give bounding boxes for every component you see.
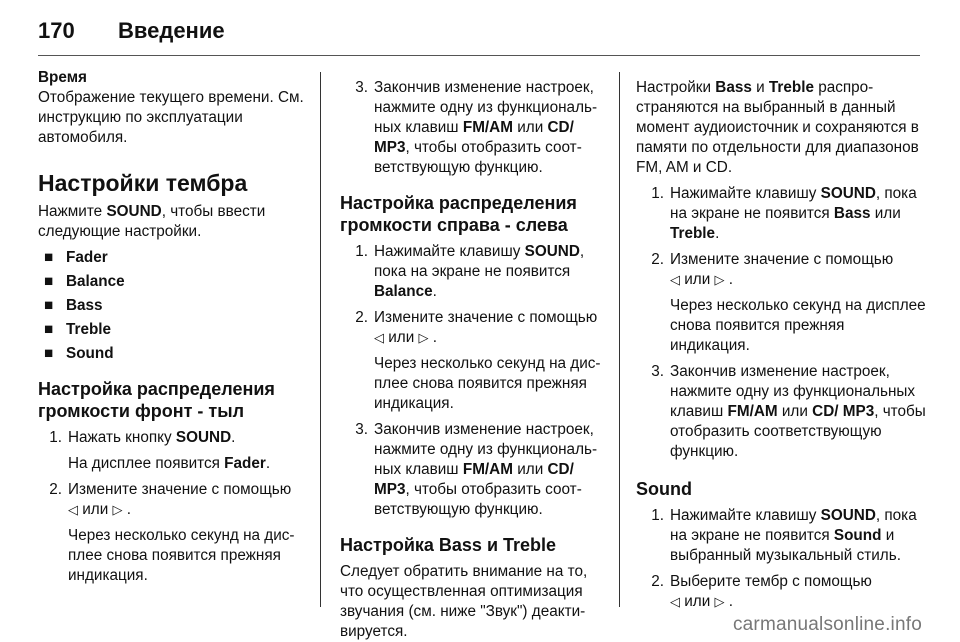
triangle-right-icon: ▷ (714, 594, 725, 609)
step-1 (636, 184, 926, 244)
time-text: Отображение текущего времени. См. инструкцию по эксплуатации автомобиля. (38, 89, 304, 146)
list-item (38, 296, 308, 316)
step-3 (340, 420, 608, 520)
sound-key: SOUND (106, 203, 162, 220)
step-text-part: , чтобы отобразить соответствующую функцию. (374, 139, 582, 176)
step-text (374, 78, 608, 178)
note-text: На дисплее появится (68, 455, 225, 472)
page-title: Введение (118, 18, 225, 43)
tone-intro-text-end: , чтобы ввести следующие настройки. (38, 203, 266, 240)
watermark: carmanualsonline.info (732, 614, 922, 635)
treble-label: Treble (670, 225, 716, 242)
header-rule (38, 55, 920, 56)
or-text: или (512, 119, 548, 136)
cd-mp3-key: CD/ MP3 (812, 403, 875, 420)
step-text-part: Нажимайте клавишу (670, 507, 821, 524)
step-2 (636, 250, 926, 290)
or-text: или (777, 403, 813, 420)
fm-am-key: FM/AM (727, 403, 778, 420)
note-text: . (265, 455, 271, 472)
step-text: Измените значение с помощью ◁ или ▷ . (68, 481, 292, 518)
step-text-part: , чтобы отобразить соответствующую функцию. (670, 403, 926, 460)
list-item (38, 248, 308, 268)
sound-heading: Sound (636, 479, 692, 499)
step-text-part: Измените значение с помощью (68, 481, 292, 498)
step-text-part: Нажать кнопку (68, 429, 176, 446)
step-1 (340, 242, 608, 302)
step-number: 3. (355, 79, 368, 96)
sound-key: SOUND (175, 429, 232, 446)
step-text-part: . (231, 429, 236, 446)
step-text (68, 428, 308, 448)
step-text (670, 184, 926, 244)
step-text: Измените значение с помощью ◁ или ▷ . (374, 309, 598, 346)
step-text (374, 420, 608, 520)
list-item-label: Fader (66, 249, 108, 266)
step-text-part: , чтобы отобразить соответствующую функцию. (374, 481, 582, 518)
fader-label: Fader (224, 455, 266, 472)
step-text (670, 362, 926, 462)
fader-heading: Настройка распределения громкости фронт - тыл (38, 379, 275, 421)
triangle-right-icon: ▷ (418, 330, 429, 345)
or-text: или (388, 329, 415, 346)
sound-label: Sound (833, 527, 882, 544)
step-text-part: . (715, 225, 720, 242)
step-2 (636, 572, 926, 612)
step-text-part: Нажимайте клавишу (670, 185, 821, 202)
step-text-part: , пока на экране не появится (670, 507, 917, 544)
bass-treble-text: Следует обратить внимание на то, что осуществленная оптимизация звучания (см. ниже "Звук") деактивируется. (340, 563, 588, 640)
step-text (374, 242, 608, 302)
step-note: Через несколько секунд на дисплее снова появится прежняя индикация. (374, 355, 601, 412)
step-2 (38, 480, 308, 520)
step-1 (38, 428, 308, 448)
step-text-part: Закончив изменение настроек, нажмите одну из функциональных клавиш (374, 421, 598, 478)
step-text-part: Выберите тембр с помощью (670, 573, 872, 590)
step-number: 3. (651, 363, 664, 380)
bullet-square-icon: ■ (44, 321, 54, 338)
step-number: 2. (355, 309, 368, 326)
tone-intro-text: Нажмите (38, 203, 107, 220)
triangle-left-icon: ◁ (670, 272, 680, 287)
list-item (38, 272, 308, 292)
sound-key: SOUND (524, 243, 580, 260)
step-note: Через несколько секунд на дисплее снова появится прежняя индикация. (670, 297, 926, 354)
cd-mp3-key: CD/ MP3 (374, 119, 574, 156)
bass-label: Bass (715, 79, 752, 96)
list-item-label: Balance (66, 273, 125, 290)
column-3 (636, 68, 926, 612)
list-item (38, 344, 308, 364)
list-item-label: Treble (66, 321, 112, 338)
step-number: 3. (355, 421, 368, 438)
bass-treble-heading: Настройка Bass и Treble (340, 535, 557, 555)
triangle-left-icon: ◁ (670, 594, 680, 609)
list-item (38, 320, 308, 340)
column-2 (340, 68, 608, 642)
step-text-part: Измените значение с помощью (374, 309, 598, 326)
column-1 (38, 68, 308, 586)
or-text: или (870, 205, 901, 222)
time-heading: Время (38, 69, 87, 86)
step-3 (636, 362, 926, 462)
sound-key: SOUND (820, 507, 876, 524)
balance-label: Balance (374, 283, 433, 300)
balance-heading: Настройка распределения громкости справа - слева (340, 193, 577, 235)
step-text-part: и выбранный музыкальный стиль. (670, 527, 901, 564)
or-text: или (684, 271, 711, 288)
step-number: 1. (355, 243, 368, 260)
fm-am-key: FM/AM (462, 461, 513, 478)
page-number: 170 (38, 18, 75, 43)
step-text-part: Измените значение с помощью (670, 251, 894, 268)
step-note (68, 454, 308, 474)
step-text-part: . (432, 283, 437, 300)
treble-label: Treble (768, 79, 814, 96)
or-text: или (82, 501, 109, 518)
triangle-left-icon: ◁ (374, 330, 384, 345)
bass-label: Bass (833, 205, 871, 222)
step-note: Через несколько секунд на дисплее снова появится прежняя индикация. (68, 527, 295, 584)
step-number: 2. (49, 481, 62, 498)
cd-mp3-key: CD/ MP3 (374, 461, 574, 498)
list-item-label: Bass (66, 297, 103, 314)
bass-treble-intro (636, 78, 926, 178)
settings-list (38, 248, 308, 364)
bullet-square-icon: ■ (44, 273, 54, 290)
step-number: 1. (49, 429, 62, 446)
step-text: Выберите тембр с помощью ◁ или ▷ . (670, 573, 872, 610)
step-text (670, 506, 926, 566)
triangle-right-icon: ▷ (112, 502, 123, 517)
column-divider-1 (320, 72, 321, 607)
intro-text: распространяются на выбранный в данный момент аудиоисточник и сохраняются в памяти по отдельности для диапазонов FM, AM и CD. (636, 79, 919, 176)
list-item-label: Sound (66, 345, 114, 362)
or-text: или (512, 461, 548, 478)
intro-text: Настройки (636, 79, 716, 96)
column-divider-2 (619, 72, 620, 607)
step-3 (340, 78, 608, 178)
step-text-part: , пока на экране не появится (374, 243, 585, 280)
step-number: 1. (651, 507, 664, 524)
step-text-part: Закончив изменение настроек, нажмите одну из функциональных клавиш (670, 363, 916, 420)
fm-am-key: FM/AM (462, 119, 513, 136)
sound-key: SOUND (820, 185, 876, 202)
tone-heading: Настройки тембра (38, 170, 248, 196)
step-text: Измените значение с помощью ◁ или ▷ . (670, 251, 894, 288)
step-text-part: , пока на экране не появится (670, 185, 917, 222)
tone-intro (38, 202, 308, 242)
step-text-part: Закончив изменение настроек, нажмите одну из функциональных клавиш (374, 79, 598, 136)
step-1 (636, 506, 926, 566)
bullet-square-icon: ■ (44, 345, 54, 362)
step-2 (340, 308, 608, 348)
intro-text: и (751, 79, 769, 96)
triangle-right-icon: ▷ (714, 272, 725, 287)
step-number: 2. (651, 251, 664, 268)
step-number: 2. (651, 573, 664, 590)
bullet-square-icon: ■ (44, 249, 54, 266)
bullet-square-icon: ■ (44, 297, 54, 314)
triangle-left-icon: ◁ (68, 502, 78, 517)
step-number: 1. (651, 185, 664, 202)
step-text-part: Нажимайте клавишу (374, 243, 525, 260)
or-text: или (684, 593, 711, 610)
